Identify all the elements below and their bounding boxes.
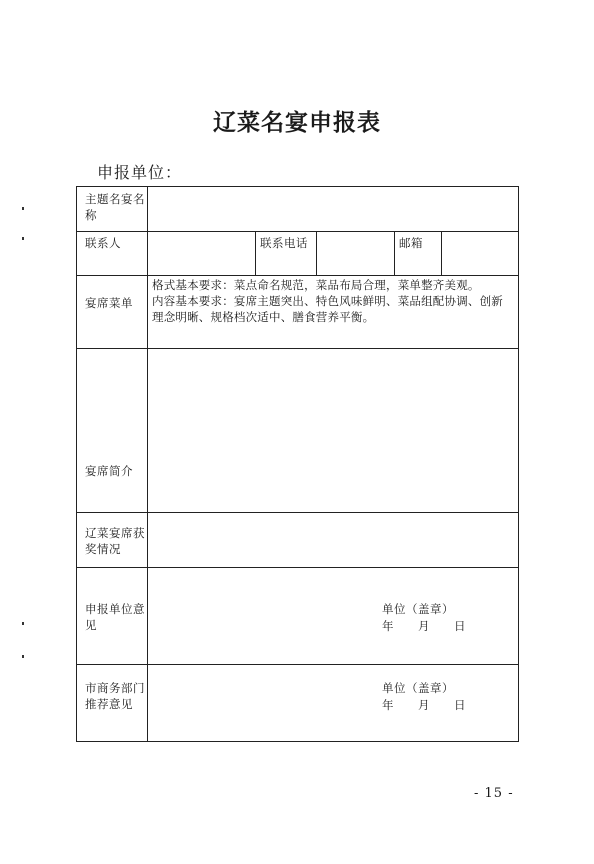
banquet-name-field[interactable] [149,189,514,229]
email-label: 邮箱 [399,236,423,250]
banquet-name-label: 主题名宴名称 [85,192,145,222]
column-divider [255,231,256,275]
row-divider [77,231,518,232]
scan-mark [22,207,24,210]
unit-date-label: 年 月 日 [382,619,466,633]
unit-opinion-label: 申报单位意见 [85,602,145,632]
email-field[interactable] [443,233,517,273]
column-divider [316,231,317,275]
application-form [76,186,519,742]
phone-field[interactable] [318,233,392,273]
menu-content-requirement: 内容基本要求：宴席主题突出、特色风味鲜明、菜品组配协调、创新理念明晰、规格档次适中、膳食营养平衡。 [152,294,503,324]
contact-label: 联系人 [85,236,121,250]
commerce-seal-label: 单位（盖章） [382,681,454,695]
row-divider [77,664,518,665]
phone-label: 联系电话 [260,236,308,250]
unit-seal-label: 单位（盖章） [382,602,454,616]
row-divider [77,512,518,513]
menu-label: 宴席菜单 [85,296,133,310]
page-number: - 15 - [474,786,514,801]
label-column-divider [147,187,148,741]
row-divider [77,348,518,349]
contact-field[interactable] [149,233,253,273]
commerce-opinion-label: 市商务部门推荐意见 [85,681,145,711]
menu-requirements [152,277,514,325]
menu-format-requirement: 格式基本要求：菜点命名规范，菜品布局合理，菜单整齐美观。 [152,278,480,292]
awards-field[interactable] [149,514,514,565]
scan-mark [22,622,24,625]
applicant-label: 申报单位： [97,163,183,182]
row-divider [77,567,518,568]
row-divider [77,275,518,276]
awards-label: 辽菜宴席获奖情况 [85,526,145,556]
column-divider [394,231,395,275]
intro-field[interactable] [149,350,514,510]
column-divider [441,231,442,275]
document-title: 辽菜名宴申报表 [213,110,381,136]
scan-mark [22,237,24,240]
commerce-date-label: 年 月 日 [382,698,466,712]
intro-label: 宴席简介 [85,464,133,478]
scan-mark [22,655,24,658]
